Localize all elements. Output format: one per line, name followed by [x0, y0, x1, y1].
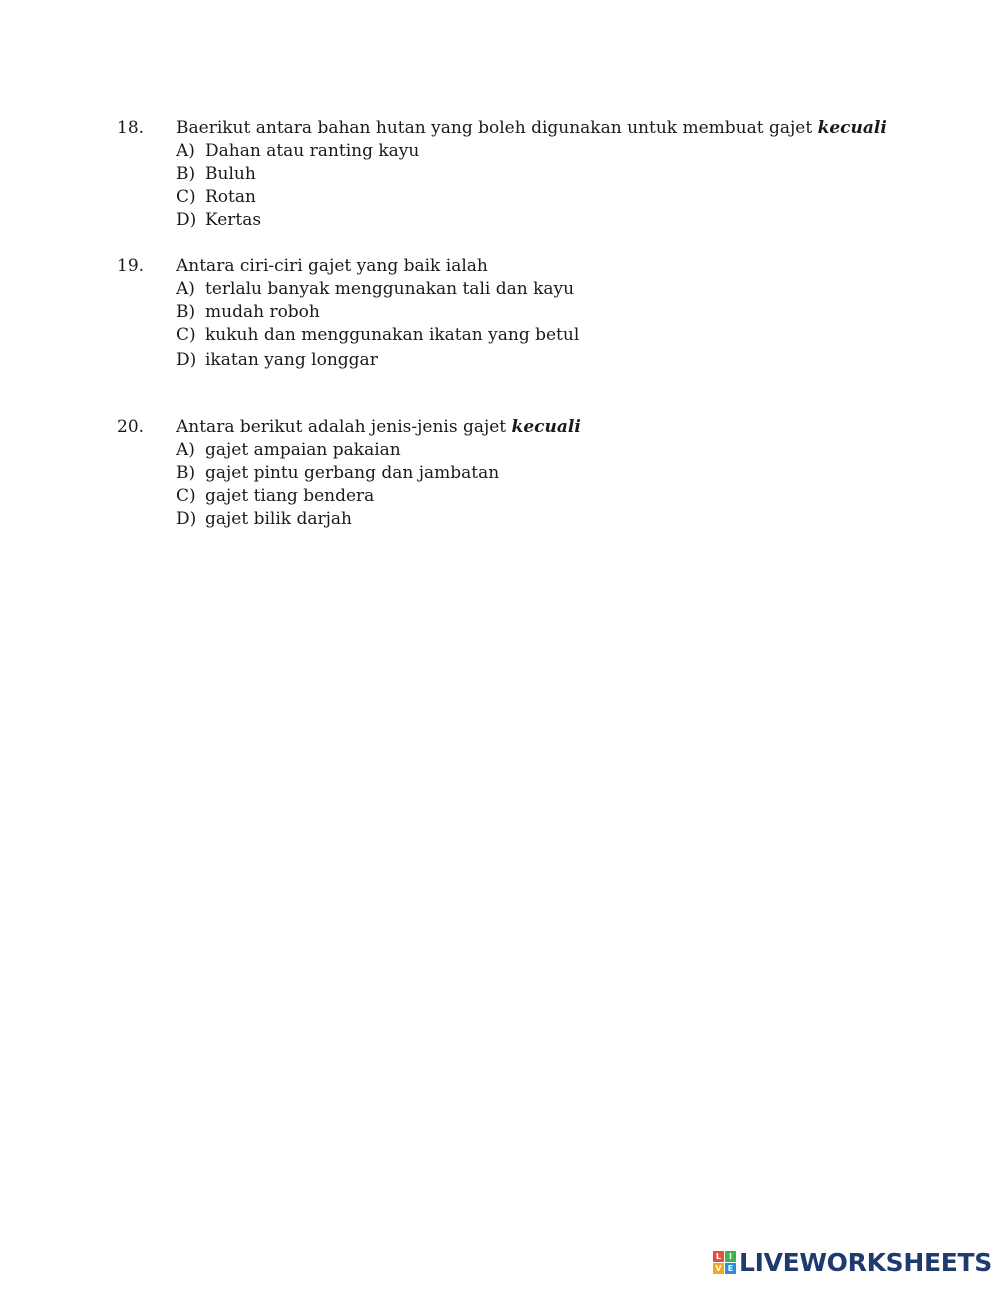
liveworksheets-logo[interactable] [713, 1248, 992, 1277]
option-text: gajet ampaian pakaian [205, 440, 401, 460]
option-b [176, 163, 917, 186]
option-letter: C) [176, 325, 196, 345]
option-text: terlalu banyak menggunakan tali dan kayu [205, 279, 575, 299]
options-list [176, 439, 917, 531]
option-letter: B) [176, 463, 196, 483]
option-a [176, 439, 917, 462]
option-letter: D) [176, 509, 197, 529]
option-letter: A) [176, 279, 195, 299]
option-c [176, 186, 917, 209]
option-text: kukuh dan menggunakan ikatan yang betul [205, 325, 580, 345]
question-text-main: Antara ciri-ciri gajet yang baik ialah [176, 256, 488, 276]
question-stem [117, 255, 917, 278]
option-b [176, 301, 917, 324]
question-text-main: Antara berikut adalah jenis-jenis gajet [176, 417, 512, 437]
option-text: ikatan yang longgar [205, 350, 378, 370]
option-c [176, 485, 917, 508]
question-number: 20. [117, 417, 145, 437]
option-d [176, 209, 917, 232]
option-letter: B) [176, 302, 196, 322]
option-letter: C) [176, 187, 196, 207]
question-text-main: Baerikut antara bahan hutan yang boleh digunakan untuk membuat gajet [176, 118, 818, 138]
option-c [176, 324, 917, 347]
option-text: gajet bilik darjah [205, 509, 352, 529]
question-text [176, 255, 488, 278]
option-letter: B) [176, 164, 196, 184]
option-text: gajet tiang bendera [205, 486, 375, 506]
question-number: 18. [117, 118, 145, 138]
option-letter: D) [176, 350, 197, 370]
option-text: Kertas [205, 210, 262, 230]
brand-text: LIVEWORKSHEETS [738, 1248, 992, 1277]
logo-tile: L [713, 1251, 724, 1262]
option-d [176, 347, 917, 374]
option-a [176, 278, 917, 301]
question-text [176, 416, 581, 439]
option-text: Buluh [205, 164, 256, 184]
question-emphasis: kecuali [817, 118, 887, 138]
option-letter: A) [176, 440, 195, 460]
question-text [176, 117, 887, 140]
question-18 [117, 117, 917, 232]
option-text: mudah roboh [205, 302, 320, 322]
logo-mark-icon [713, 1251, 736, 1274]
logo-tile: V [713, 1263, 724, 1274]
option-d [176, 508, 917, 531]
logo-tile: I [725, 1251, 736, 1262]
question-emphasis: kecuali [511, 417, 581, 437]
question-number: 19. [117, 256, 145, 276]
options-list [176, 140, 917, 232]
option-letter: C) [176, 486, 196, 506]
question-stem [117, 117, 917, 140]
option-letter: A) [176, 141, 195, 161]
question-19 [117, 255, 917, 374]
option-a [176, 140, 917, 163]
option-letter: D) [176, 210, 197, 230]
question-stem [117, 416, 917, 439]
options-list [176, 278, 917, 374]
option-text: gajet pintu gerbang dan jambatan [205, 463, 500, 483]
option-text: Dahan atau ranting kayu [205, 141, 420, 161]
logo-tile: E [725, 1263, 736, 1274]
question-20 [117, 416, 917, 531]
option-text: Rotan [205, 187, 256, 207]
option-b [176, 462, 917, 485]
